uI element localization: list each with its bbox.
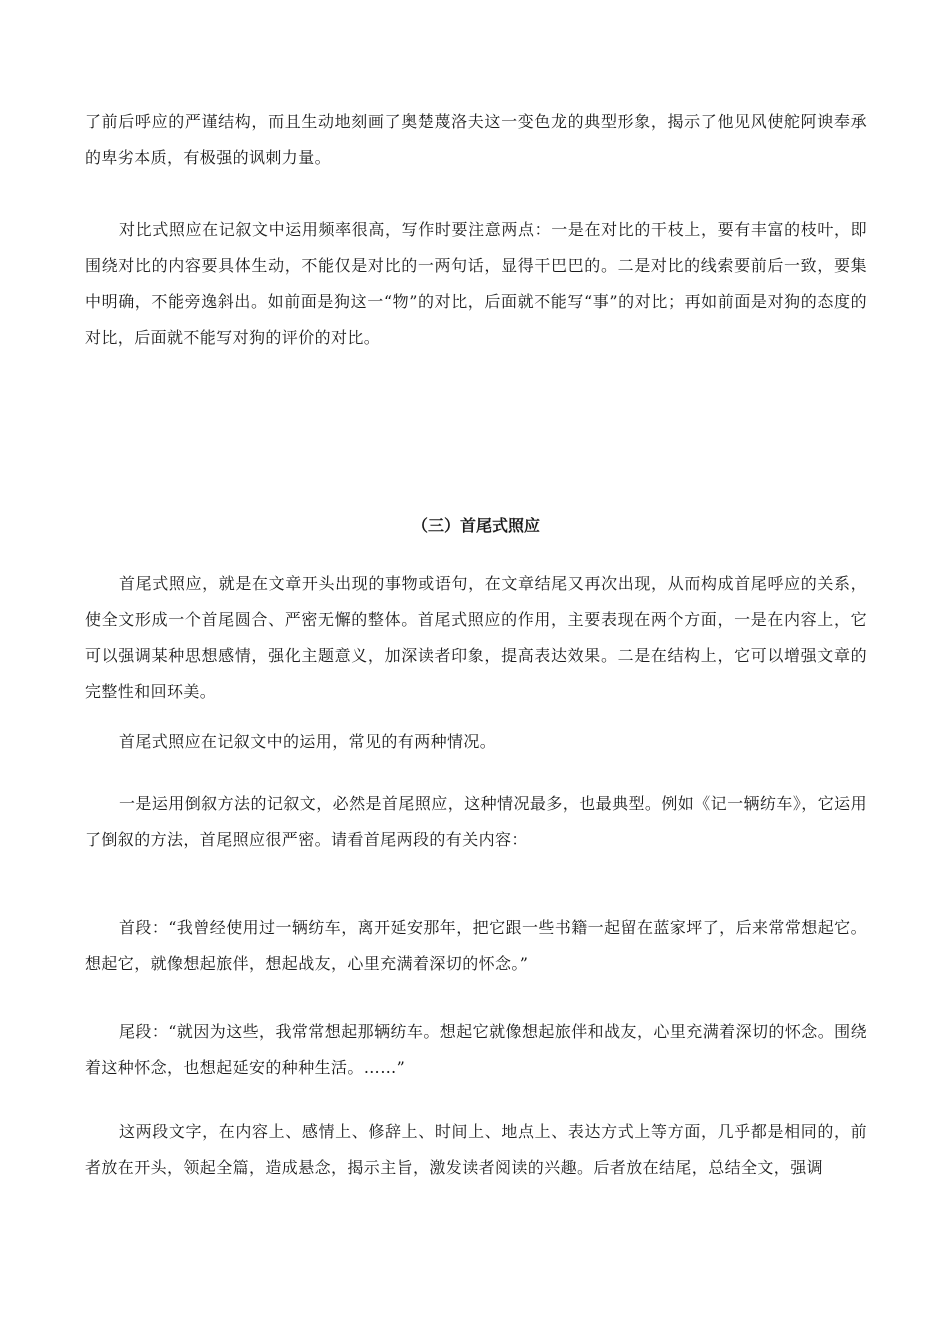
paragraph-flashback-example: 一是运用倒叙方法的记叙文，必然是首尾照应，这种情况最多，也最典型。例如《记一辆纺车》，它运用了倒叙的方法，首尾照应很严密。请看首尾两段的有关内容： [85,794,867,849]
paragraph-opening-quote: 首段：“我曾经使用过一辆纺车，离开延安那年，把它跟一些书籍一起留在蓝家坪了，后来常常想起它。想起它，就像想起旅伴，想起战友，心里充满着深切的怀念。” [85,918,867,973]
paragraph-continuation: 了前后呼应的严谨结构，而且生动地刻画了奥楚蔑洛夫这一变色龙的典型形象，揭示了他见风使舵阿谀奉承的卑劣本质，有极强的讽刺力量。 [85,112,867,167]
paragraph-definition: 首尾式照应，就是在文章开头出现的事物或语句，在文章结尾又再次出现，从而构成首尾呼应的关系，使全文形成一个首尾圆合、严密无懈的整体。首尾式照应的作用，主要表现在两个方面，一是在内容上，它可以强调某种思想感情，强化主题意义，加深读者印象，提高表达效果。二是在结构上，它可以增强文章的完整性和回环美。 [85,574,867,701]
paragraph-contrast-notes: 对比式照应在记叙文中运用频率很高，写作时要注意两点：一是在对比的干枝上，要有丰富的枝叶，即围绕对比的内容要具体生动，不能仅是对比的一两句话，显得干巴巴的。二是对比的线索要前后一致，要集中明确，不能旁逸斜出。如前面是狗这一“物”的对比，后面就不能写“事”的对比；再如前面是对狗的态度的对比，后面就不能写对狗的评价的对比。 [85,220,867,347]
paragraph-comparison-analysis: 这两段文字，在内容上、感情上、修辞上、时间上、地点上、表达方式上等方面，几乎都是相同的，前者放在开头，领起全篇，造成悬念，揭示主旨，激发读者阅读的兴趣。后者放在结尾，总结全文，强调 [85,1122,867,1177]
paragraph-two-cases: 首尾式照应在记叙文中的运用，常见的有两种情况。 [119,732,497,751]
section-heading: （三）首尾式照应 [411,516,540,535]
paragraph-ending-quote: 尾段：“就因为这些，我常常想起那辆纺车。想起它就像想起旅伴和战友，心里充满着深切的怀念。围绕着这种怀念，也想起延安的种种生活。……” [85,1022,867,1077]
